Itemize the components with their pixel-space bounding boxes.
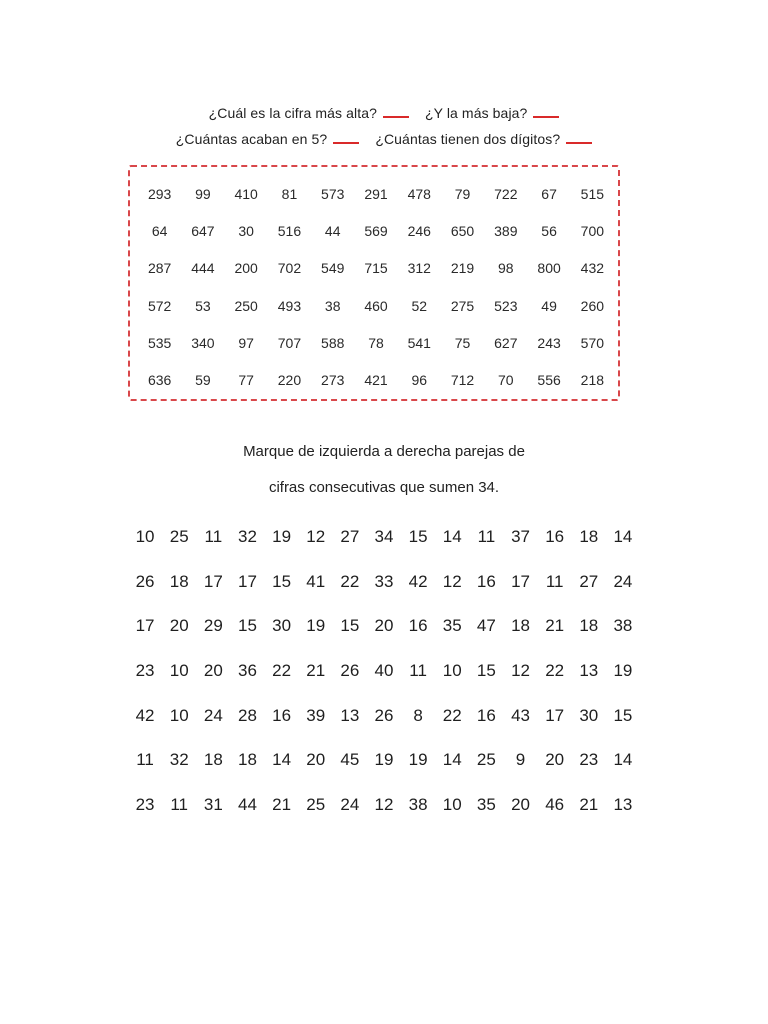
grid-number[interactable]: 70: [498, 372, 514, 389]
grid-number[interactable]: 572: [147, 297, 172, 314]
grid-number[interactable]: 17: [238, 571, 257, 591]
answer-blank[interactable]: [333, 128, 359, 144]
grid-number[interactable]: 10: [442, 660, 462, 680]
grid-number[interactable]: 18: [511, 616, 530, 636]
grid-number[interactable]: 20: [374, 616, 394, 636]
grid-number[interactable]: 99: [195, 185, 211, 202]
grid-number[interactable]: 11: [477, 527, 496, 547]
grid-number[interactable]: 38: [613, 616, 633, 636]
grid-number[interactable]: 26: [340, 660, 360, 680]
grid-number[interactable]: 340: [191, 334, 215, 351]
grid-number[interactable]: 389: [494, 222, 518, 239]
answer-blank[interactable]: [533, 102, 559, 118]
grid-number[interactable]: 444: [191, 260, 215, 277]
question-highest: [209, 100, 409, 126]
grid-number[interactable]: 13: [613, 794, 633, 814]
grid-number[interactable]: 421: [364, 372, 388, 389]
grid-number[interactable]: 77: [238, 372, 254, 389]
question-end-in-5-text: ¿Cuántas acaban en 5?: [175, 131, 328, 147]
grid-number[interactable]: 32: [169, 750, 189, 770]
grid-number[interactable]: 647: [191, 222, 215, 239]
grid-number[interactable]: 10: [169, 705, 189, 725]
grid-number[interactable]: 30: [272, 616, 292, 636]
grid-number[interactable]: 14: [613, 750, 633, 770]
grid-number[interactable]: 56: [541, 222, 557, 239]
grid-number[interactable]: 627: [494, 334, 518, 351]
grid-number[interactable]: 18: [169, 571, 189, 591]
grid-number[interactable]: 23: [135, 660, 155, 680]
grid-number[interactable]: 10: [169, 660, 189, 680]
grid-number[interactable]: 24: [613, 571, 633, 591]
grid-number[interactable]: 541: [407, 334, 431, 351]
question-two-digits-text: ¿Cuántas tienen dos dígitos?: [375, 131, 561, 147]
grid-number[interactable]: 43: [511, 705, 530, 725]
grid-number[interactable]: 78: [368, 334, 384, 351]
grid-number[interactable]: 219: [450, 260, 475, 277]
grid-number[interactable]: 15: [613, 705, 633, 725]
grid-number[interactable]: 535: [147, 334, 172, 351]
grid-number[interactable]: 569: [364, 222, 388, 239]
grid-number[interactable]: 12: [442, 571, 462, 591]
grid-number[interactable]: 15: [238, 616, 257, 636]
grid-number[interactable]: 549: [321, 260, 345, 277]
grid-number[interactable]: 573: [321, 185, 345, 202]
grid-number[interactable]: 14: [613, 527, 633, 547]
grid-number[interactable]: 260: [580, 297, 605, 314]
grid-number[interactable]: 27: [579, 571, 599, 591]
grid-number[interactable]: 21: [545, 616, 565, 636]
grid-number[interactable]: 707: [277, 334, 302, 351]
grid-number[interactable]: 275: [450, 297, 475, 314]
question-two-digits: [375, 126, 592, 152]
grid-number[interactable]: 30: [579, 705, 599, 725]
grid-number[interactable]: 23: [579, 750, 599, 770]
grid-number[interactable]: 31: [203, 794, 223, 814]
grid-number[interactable]: 12: [511, 660, 530, 680]
grid-number[interactable]: 19: [374, 750, 394, 770]
grid-number[interactable]: 22: [442, 705, 462, 725]
grid-number[interactable]: 12: [374, 794, 394, 814]
grid-number[interactable]: 715: [364, 260, 388, 277]
grid-number[interactable]: 15: [408, 527, 428, 547]
grid-number[interactable]: 17: [203, 571, 223, 591]
grid-number[interactable]: 10: [135, 527, 155, 547]
grid-number[interactable]: 44: [324, 222, 341, 239]
grid-number[interactable]: 712: [450, 372, 475, 389]
grid-number[interactable]: 16: [476, 705, 496, 725]
grid-number[interactable]: 432: [580, 260, 605, 277]
grid-number[interactable]: 8: [413, 705, 423, 725]
grid-number[interactable]: 11: [409, 660, 427, 680]
grid-number[interactable]: 97: [238, 334, 254, 351]
grid-number[interactable]: 18: [579, 527, 599, 547]
grid-number[interactable]: 49: [541, 297, 557, 314]
grid-number[interactable]: 33: [374, 571, 394, 591]
grid-number[interactable]: 24: [340, 794, 360, 814]
grid-number[interactable]: 16: [476, 571, 496, 591]
grid-number[interactable]: 64: [151, 222, 168, 239]
grid-number[interactable]: 460: [364, 297, 388, 314]
grid-number[interactable]: 26: [374, 705, 394, 725]
grid-number[interactable]: 702: [277, 260, 302, 277]
grid-number[interactable]: 12: [306, 527, 326, 547]
grid-number[interactable]: 19: [272, 527, 292, 547]
grid-number[interactable]: 35: [476, 794, 496, 814]
grid-number[interactable]: 291: [364, 185, 388, 202]
grid-number[interactable]: 15: [340, 616, 360, 636]
grid-number[interactable]: 588: [321, 334, 345, 351]
grid-number[interactable]: 312: [407, 260, 431, 277]
answer-blank[interactable]: [566, 128, 592, 144]
grid-number[interactable]: 38: [324, 297, 341, 314]
grid-number[interactable]: 20: [511, 794, 530, 814]
grid-number[interactable]: 96: [411, 372, 428, 389]
grid-number[interactable]: 21: [579, 794, 599, 814]
grid-number[interactable]: 11: [545, 571, 564, 591]
grid-number[interactable]: 21: [272, 794, 292, 814]
grid-number[interactable]: 17: [511, 571, 530, 591]
grid-number[interactable]: 11: [136, 750, 154, 770]
grid-number[interactable]: 26: [135, 571, 155, 591]
grid-number[interactable]: 515: [580, 185, 605, 202]
grid-number[interactable]: 410: [234, 185, 258, 202]
number-grid-1: [138, 175, 614, 399]
grid-number[interactable]: 13: [579, 660, 599, 680]
grid-number[interactable]: 218: [580, 372, 605, 389]
grid-number[interactable]: 25: [306, 794, 326, 814]
grid-number[interactable]: 24: [203, 705, 223, 725]
grid-number[interactable]: 18: [203, 750, 223, 770]
grid-number[interactable]: 20: [545, 750, 565, 770]
grid-number[interactable]: 22: [272, 660, 292, 680]
grid-number[interactable]: 14: [272, 750, 292, 770]
grid-number[interactable]: 11: [170, 794, 189, 814]
grid-number[interactable]: 20: [169, 616, 189, 636]
grid-number[interactable]: 42: [408, 571, 428, 591]
number-box: [128, 165, 620, 401]
grid-number[interactable]: 37: [511, 527, 530, 547]
grid-number[interactable]: 11: [204, 527, 223, 547]
grid-number[interactable]: 17: [545, 705, 565, 725]
grid-number[interactable]: 28: [238, 705, 257, 725]
grid-number[interactable]: 16: [272, 705, 292, 725]
grid-number[interactable]: 478: [407, 185, 431, 202]
grid-number[interactable]: 22: [545, 660, 565, 680]
grid-number[interactable]: 30: [238, 222, 254, 239]
grid-number[interactable]: 570: [580, 334, 605, 351]
grid-number[interactable]: 39: [306, 705, 326, 725]
grid-number[interactable]: 27: [340, 527, 360, 547]
grid-number[interactable]: 46: [545, 794, 565, 814]
grid-number[interactable]: 523: [494, 297, 518, 314]
grid-number[interactable]: 556: [537, 372, 561, 389]
grid-number[interactable]: 25: [169, 527, 189, 547]
question-lowest: [425, 100, 559, 126]
grid-number[interactable]: 59: [195, 372, 211, 389]
grid-number[interactable]: 47: [476, 616, 496, 636]
grid-number[interactable]: 38: [408, 794, 428, 814]
grid-number[interactable]: 81: [281, 185, 298, 202]
grid-number[interactable]: 516: [277, 222, 302, 239]
grid-number[interactable]: 9: [515, 750, 526, 770]
question-line-1: [0, 100, 768, 126]
grid-number[interactable]: 13: [340, 705, 360, 725]
grid-number[interactable]: 10: [442, 794, 462, 814]
grid-number[interactable]: 21: [306, 660, 326, 680]
instruction-line-2: cifras consecutivas que sumen 34.: [268, 479, 500, 496]
grid-number[interactable]: 75: [454, 334, 471, 351]
question-highest-text: ¿Cuál es la cifra más alta?: [208, 105, 378, 121]
grid-number[interactable]: 250: [234, 297, 258, 314]
grid-number[interactable]: 19: [408, 750, 428, 770]
grid-number[interactable]: 20: [306, 750, 326, 770]
grid-number[interactable]: 14: [442, 527, 462, 547]
grid-number[interactable]: 14: [442, 750, 462, 770]
question-line-2: [0, 126, 768, 152]
grid-number[interactable]: 98: [498, 260, 514, 277]
grid-number[interactable]: 32: [238, 527, 257, 547]
grid-number[interactable]: 16: [545, 527, 565, 547]
grid-number[interactable]: 42: [135, 705, 155, 725]
question-lowest-text: ¿Y la más baja?: [425, 105, 528, 121]
grid-number[interactable]: 19: [613, 660, 633, 680]
grid-number[interactable]: 15: [476, 660, 496, 680]
grid-number[interactable]: 22: [340, 571, 360, 591]
grid-number[interactable]: 45: [340, 750, 360, 770]
grid-number[interactable]: 246: [407, 222, 431, 239]
grid-number[interactable]: 650: [450, 222, 475, 239]
grid-number[interactable]: 243: [537, 334, 561, 351]
grid-number[interactable]: 40: [374, 660, 394, 680]
grid-number[interactable]: 34: [374, 527, 394, 547]
grid-number[interactable]: 200: [234, 260, 258, 277]
grid-number[interactable]: 800: [537, 260, 561, 277]
grid-number[interactable]: 287: [147, 260, 172, 277]
grid-number[interactable]: 722: [494, 185, 518, 202]
question-end-in-5: [176, 126, 360, 152]
instruction-line-1: Marque de izquierda a derecha parejas de: [243, 443, 525, 460]
grid-number[interactable]: 44: [238, 794, 257, 814]
grid-number[interactable]: 20: [203, 660, 223, 680]
grid-number[interactable]: 700: [580, 222, 605, 239]
questions-section: [0, 100, 768, 152]
grid-number[interactable]: 19: [306, 616, 326, 636]
grid-number[interactable]: 36: [238, 660, 257, 680]
grid-number[interactable]: 493: [277, 297, 302, 314]
grid-number[interactable]: 17: [135, 616, 155, 636]
grid-number[interactable]: 16: [408, 616, 428, 636]
grid-number[interactable]: 15: [272, 571, 292, 591]
grid-number[interactable]: 18: [238, 750, 257, 770]
grid-number[interactable]: 29: [203, 616, 223, 636]
grid-number[interactable]: 23: [135, 794, 155, 814]
number-grid-2: [128, 515, 640, 827]
grid-number[interactable]: 18: [579, 616, 599, 636]
grid-number[interactable]: 79: [454, 185, 471, 202]
instruction: [0, 437, 768, 509]
grid-number[interactable]: 53: [195, 297, 211, 314]
grid-number[interactable]: 273: [321, 372, 345, 389]
grid-number[interactable]: 25: [476, 750, 496, 770]
grid-number[interactable]: 41: [306, 571, 326, 591]
grid-number[interactable]: 636: [147, 372, 172, 389]
grid-number[interactable]: 67: [541, 185, 557, 202]
grid-number[interactable]: 35: [442, 616, 462, 636]
grid-number[interactable]: 220: [277, 372, 302, 389]
answer-blank[interactable]: [383, 102, 409, 118]
grid-number[interactable]: 293: [147, 185, 172, 202]
grid-number[interactable]: 52: [411, 297, 428, 314]
